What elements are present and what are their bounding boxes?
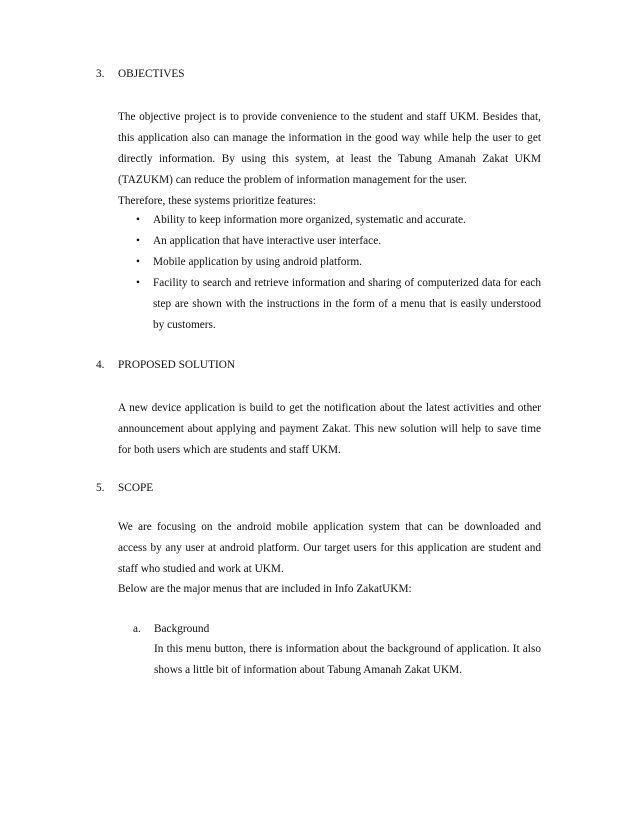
list-item-text: Facility to search and retrieve information and sharing of computerized data for each step are shown with the instructions in the form of a menu that is easily understood by customers. [153, 277, 541, 331]
subitem-heading-background [133, 623, 209, 635]
list-item-text: Mobile application by using android platform. [153, 256, 362, 268]
bullet-icon: • [136, 256, 140, 268]
objectives-paragraph: The objective project is to provide convenience to the student and staff UKM. Besides that, this application also can manage the information in the good way while help the user to get directly information. By using this system, at least the Tabung Amanah Zakat UKM (TAZUKM) can reduce the problem of information management for the user. [118, 111, 541, 186]
objectives-lead-in: Therefore, these systems prioritize features: [118, 195, 316, 207]
subitem-title: Background [154, 623, 210, 635]
subitem-text-background: In this menu button, there is information about the background of application. It also shows a little bit of information about Tabung Amanah Zakat UKM. [154, 643, 541, 676]
bullet-icon: • [136, 235, 140, 247]
bullet-icon: • [136, 214, 140, 226]
list-item [133, 231, 541, 252]
scope-lead-in: Below are the major menus that are included in Info ZakatUKM: [118, 583, 412, 595]
section-heading-objectives [96, 68, 185, 80]
section-heading-scope [96, 482, 153, 494]
list-item [133, 252, 541, 273]
list-item-text: An application that have interactive user interface. [153, 235, 382, 247]
list-item [133, 273, 541, 336]
subitem-letter: a. [133, 623, 141, 635]
section-title: PROPOSED SOLUTION [118, 359, 236, 371]
objectives-feature-list [133, 210, 541, 336]
section-number: 5. [96, 482, 105, 494]
list-item-text: Ability to keep information more organized, systematic and accurate. [153, 214, 466, 226]
proposed-solution-paragraph: A new device application is build to get the notification about the latest activities and other announcement about applying and payment Zakat. This new solution will help to save time for both users which are students and staff UKM. [118, 402, 541, 456]
section-number: 4. [96, 359, 105, 371]
section-title: OBJECTIVES [118, 68, 185, 80]
bullet-icon: • [136, 277, 140, 289]
section-number: 3. [96, 68, 105, 80]
section-title: SCOPE [118, 482, 154, 494]
list-item [133, 210, 541, 231]
scope-paragraph: We are focusing on the android mobile application system that can be downloaded and access by any user at android platform. Our target users for this application are student and staff who studied and work at UKM. [118, 521, 541, 575]
section-heading-proposed-solution [96, 359, 235, 371]
